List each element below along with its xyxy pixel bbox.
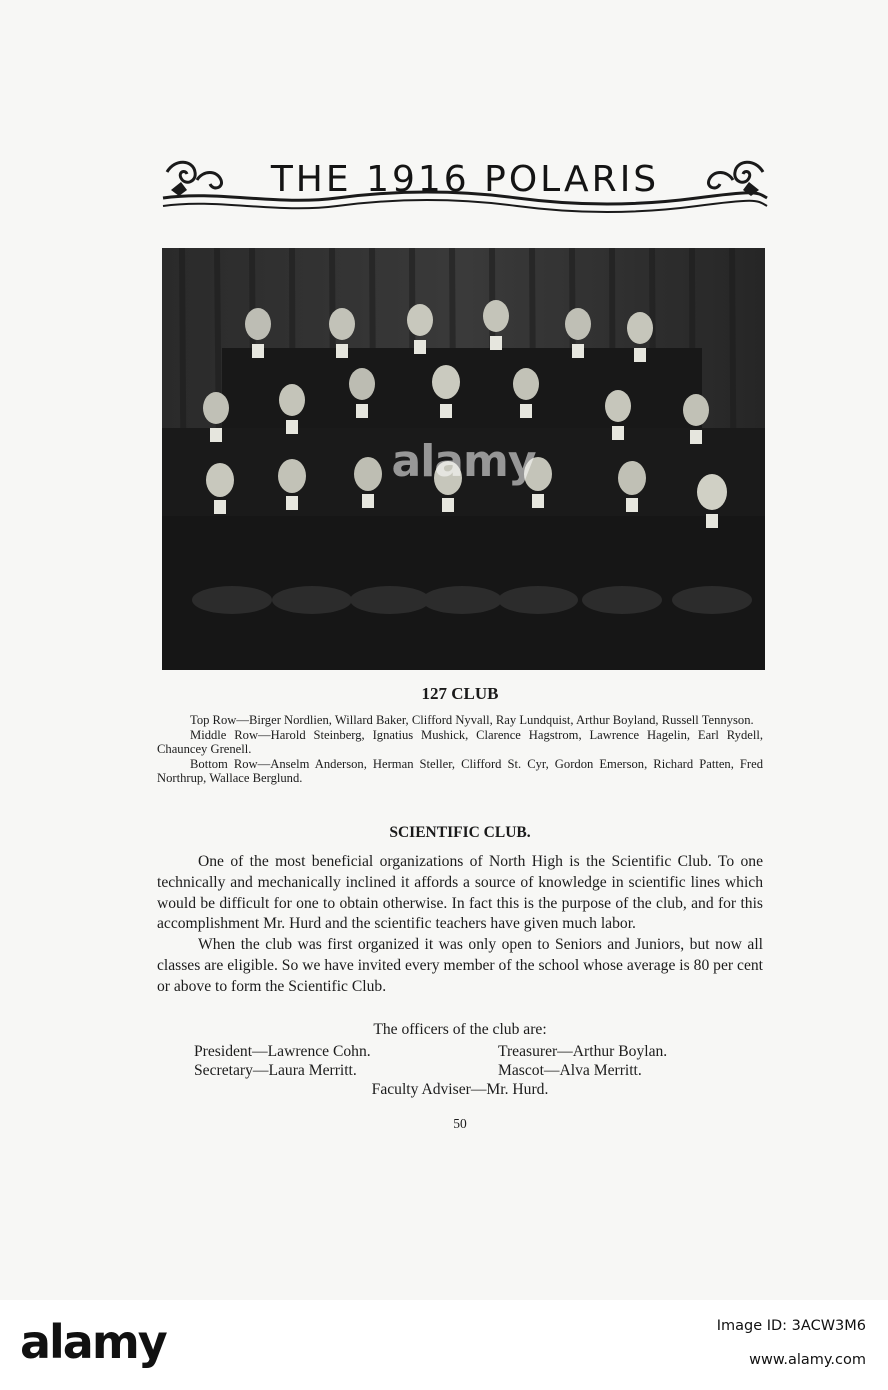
paragraph-1: One of the most beneficial organizations of North High is the Scientific Club. To one technically and mechanically inclined it affords a source of knowledge in scientific lines which would be difficult for one to obtain otherwise. In fact this is the purpose of the club, and for this accomplishment Mr. Hurd and the scientific teachers have given much labor. <box>157 853 763 933</box>
bottom-row-names: Bottom Row—Anselm Anderson, Herman Steller, Clifford St. Cyr, Gordon Emerson, Richard Patten, Fred Northrup, Wallace Berglund. <box>157 756 763 786</box>
scientific-club-heading: SCIENTIFIC CLUB. <box>389 824 531 841</box>
stock-footer-bar <box>0 1300 888 1390</box>
middle-row-names: Middle Row—Harold Steinberg, Ignatius Mushick, Clarence Hagstrom, Lawrence Hagelin, Earl Rydell, Chauncey Grenell. <box>157 727 763 757</box>
stock-url-link[interactable]: www.alamy.com <box>749 1352 866 1368</box>
header-banner <box>157 150 773 216</box>
officer-secretary: Secretary—Laura Merritt. <box>194 1062 357 1079</box>
officer-treasurer: Treasurer—Arthur Boylan. <box>498 1043 668 1060</box>
top-row-names: Top Row—Birger Nordlien, Willard Baker, Clifford Nyvall, Ray Lundquist, Arthur Boyland, Russell Tennyson. <box>190 713 754 727</box>
photo-watermark: alamy <box>391 436 536 487</box>
stock-logo[interactable]: alamy <box>20 1315 166 1369</box>
yearbook-title: THE 1916 POLARIS <box>270 159 660 200</box>
paragraph-2: When the club was first organized it was only open to Seniors and Juniors, but now all classes are eligible. So we have invited every member of the school whose average is 80 per cent or above to form the Scientific Club. <box>157 936 763 995</box>
page-number: 50 <box>453 1116 467 1131</box>
officer-faculty-adviser: Faculty Adviser—Mr. Hurd. <box>371 1081 549 1098</box>
club-127-heading: 127 CLUB <box>421 684 499 703</box>
officer-mascot: Mascot—Alva Merritt. <box>498 1062 642 1079</box>
officer-president: President—Lawrence Cohn. <box>194 1043 371 1060</box>
club-group-photo <box>162 248 765 670</box>
officers-intro: The officers of the club are: <box>373 1021 547 1038</box>
club-127-caption <box>157 713 763 786</box>
scientific-club-body <box>157 852 763 998</box>
image-id-label: Image ID: 3ACW3M6 <box>716 1318 866 1334</box>
